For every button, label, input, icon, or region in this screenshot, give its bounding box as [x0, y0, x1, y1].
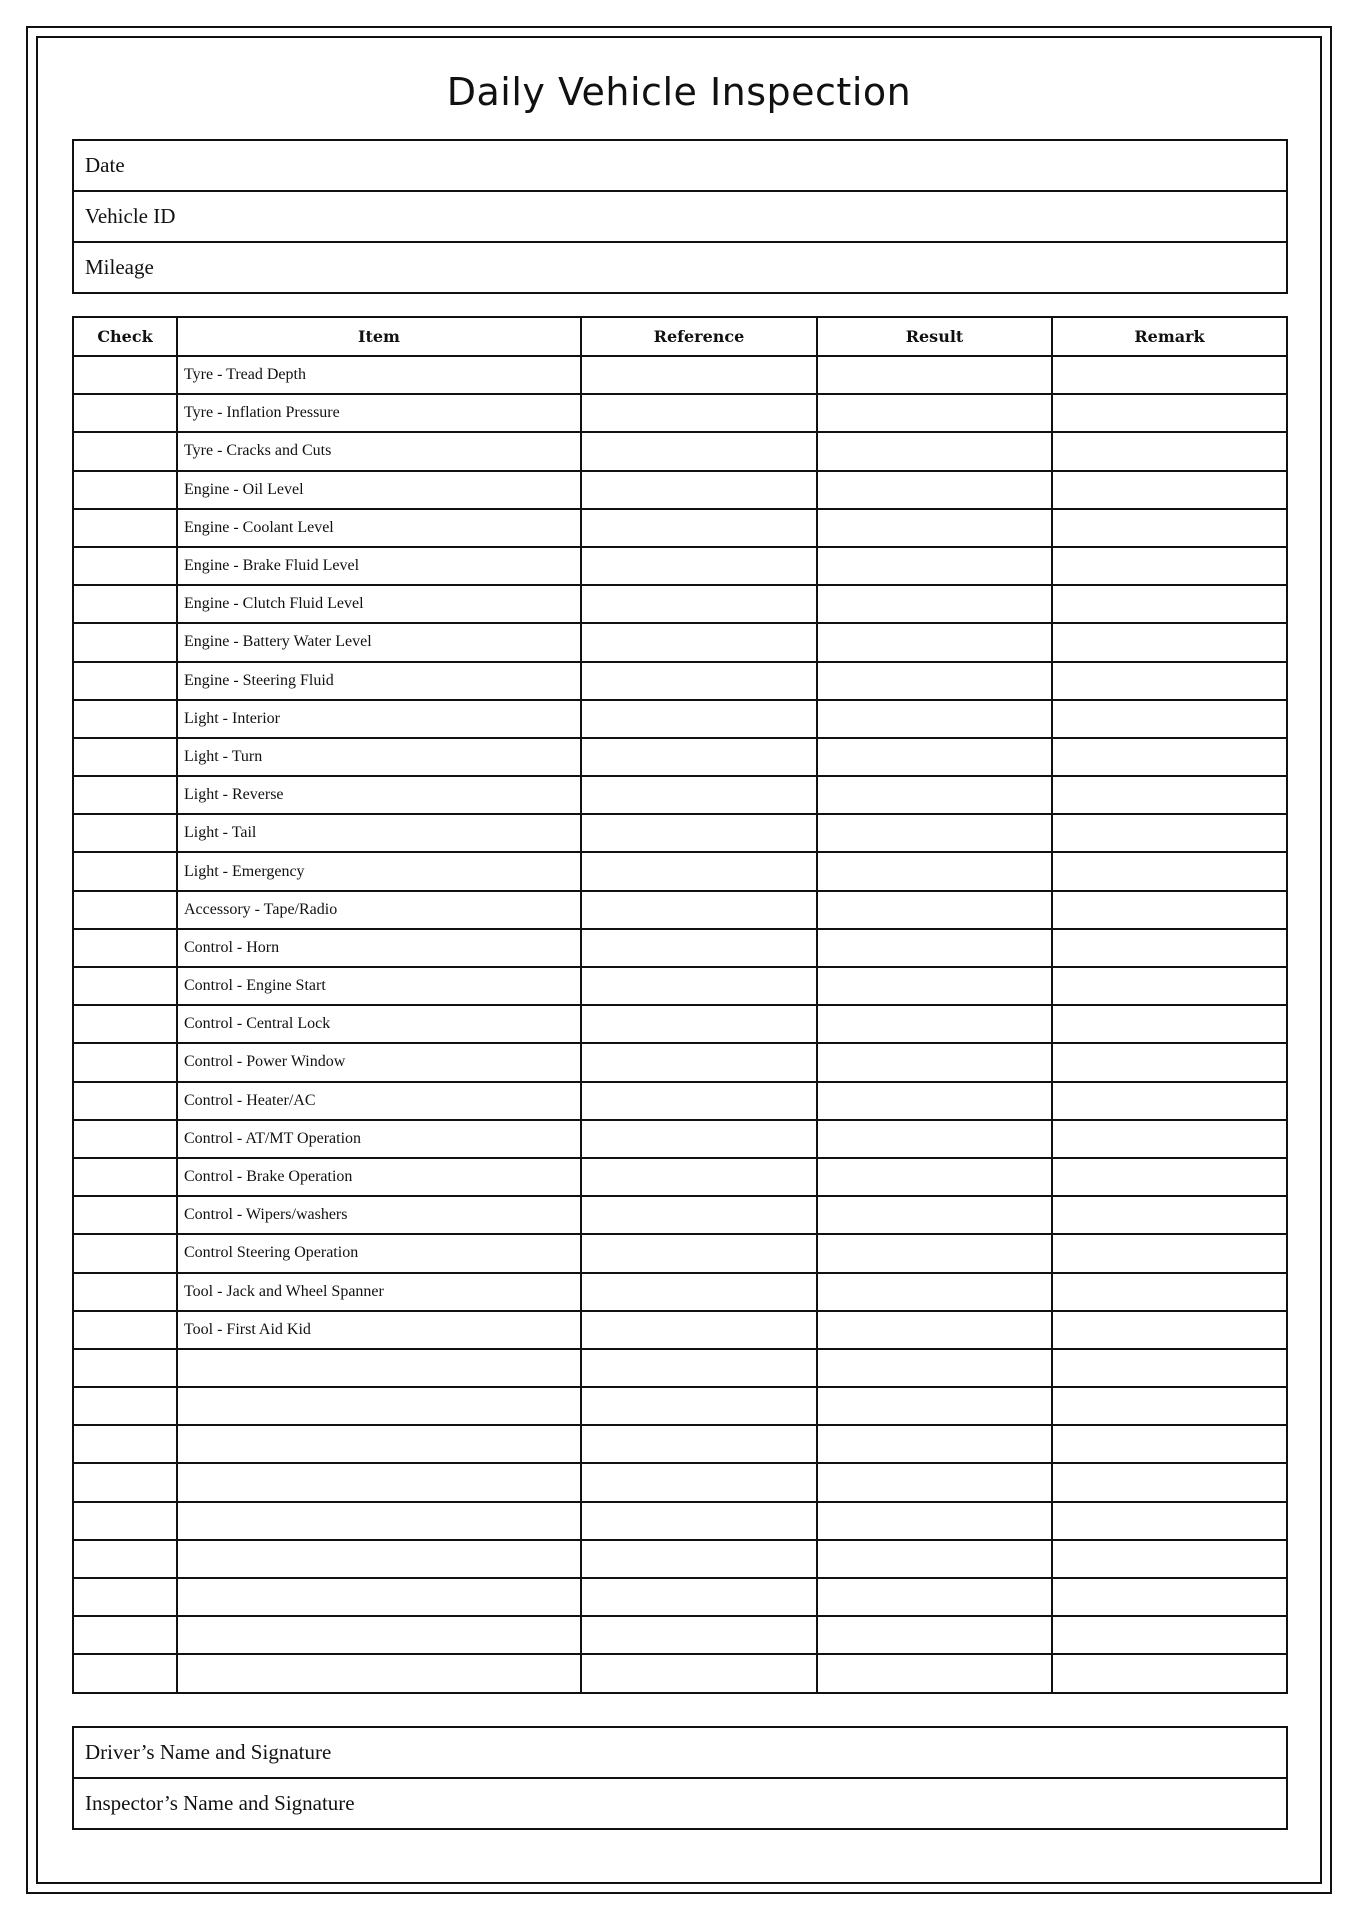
- check-cell[interactable]: [73, 1196, 177, 1234]
- remark-cell[interactable]: [1052, 1311, 1287, 1349]
- item-cell: [177, 1463, 581, 1501]
- item-cell: [177, 1425, 581, 1463]
- remark-cell[interactable]: [1052, 1005, 1287, 1043]
- item-cell: Engine - Steering Fluid: [177, 662, 581, 700]
- signature-table: [72, 1726, 1288, 1830]
- table-row: [73, 738, 1287, 776]
- remark-cell[interactable]: [1052, 471, 1287, 509]
- item-cell: Tool - First Aid Kid: [177, 1311, 581, 1349]
- remark-cell[interactable]: [1052, 1578, 1287, 1616]
- header-result: Result: [817, 317, 1052, 356]
- table-row: [73, 1158, 1287, 1196]
- result-cell[interactable]: [817, 1005, 1052, 1043]
- check-cell[interactable]: [73, 852, 177, 890]
- table-row: [73, 852, 1287, 890]
- remark-cell[interactable]: [1052, 1654, 1287, 1692]
- remark-cell[interactable]: [1052, 547, 1287, 585]
- check-cell[interactable]: [73, 662, 177, 700]
- reference-cell[interactable]: [581, 852, 817, 890]
- check-cell[interactable]: [73, 1616, 177, 1654]
- vehicle-id-field[interactable]: Vehicle ID: [73, 191, 1287, 242]
- result-cell[interactable]: [817, 1654, 1052, 1692]
- table-row: [73, 1425, 1287, 1463]
- result-cell[interactable]: [817, 662, 1052, 700]
- remark-cell[interactable]: [1052, 1425, 1287, 1463]
- check-cell[interactable]: [73, 1425, 177, 1463]
- result-cell[interactable]: [817, 356, 1052, 394]
- result-cell[interactable]: [817, 509, 1052, 547]
- header-check: Check: [73, 317, 177, 356]
- table-row: [73, 1273, 1287, 1311]
- table-row: [73, 814, 1287, 852]
- table-row: [73, 1234, 1287, 1272]
- reference-cell[interactable]: [581, 1158, 817, 1196]
- table-row: [73, 891, 1287, 929]
- table-row: [73, 356, 1287, 394]
- table-row: [73, 1311, 1287, 1349]
- check-cell[interactable]: [73, 1234, 177, 1272]
- reference-cell[interactable]: [581, 509, 817, 547]
- table-row: [73, 776, 1287, 814]
- check-cell[interactable]: [73, 471, 177, 509]
- table-row: [73, 1120, 1287, 1158]
- remark-cell[interactable]: [1052, 852, 1287, 890]
- result-cell[interactable]: [817, 1273, 1052, 1311]
- driver-signature-field[interactable]: Driver’s Name and Signature: [73, 1727, 1287, 1778]
- item-cell: Control - Brake Operation: [177, 1158, 581, 1196]
- inspection-checklist-table: [72, 316, 1288, 1694]
- result-cell[interactable]: [817, 1082, 1052, 1120]
- item-cell: Engine - Battery Water Level: [177, 623, 581, 661]
- reference-cell[interactable]: [581, 1387, 817, 1425]
- check-cell[interactable]: [73, 509, 177, 547]
- item-cell: Light - Reverse: [177, 776, 581, 814]
- result-cell[interactable]: [817, 852, 1052, 890]
- header-item: Item: [177, 317, 581, 356]
- table-row: [73, 1578, 1287, 1616]
- remark-cell[interactable]: [1052, 1043, 1287, 1081]
- result-cell[interactable]: [817, 1616, 1052, 1654]
- remark-cell[interactable]: [1052, 1196, 1287, 1234]
- info-row-date: [73, 140, 1287, 191]
- remark-cell[interactable]: [1052, 700, 1287, 738]
- check-cell[interactable]: [73, 1540, 177, 1578]
- item-cell: Engine - Oil Level: [177, 471, 581, 509]
- table-row: [73, 547, 1287, 585]
- reference-cell[interactable]: [581, 1502, 817, 1540]
- remark-cell[interactable]: [1052, 394, 1287, 432]
- check-cell[interactable]: [73, 1349, 177, 1387]
- reference-cell[interactable]: [581, 1082, 817, 1120]
- reference-cell[interactable]: [581, 1616, 817, 1654]
- table-row: [73, 623, 1287, 661]
- table-row: [73, 1349, 1287, 1387]
- reference-cell[interactable]: [581, 1196, 817, 1234]
- reference-cell[interactable]: [581, 585, 817, 623]
- table-row: [73, 1082, 1287, 1120]
- check-cell[interactable]: [73, 1043, 177, 1081]
- item-cell: Engine - Brake Fluid Level: [177, 547, 581, 585]
- reference-cell[interactable]: [581, 547, 817, 585]
- item-cell: Tyre - Cracks and Cuts: [177, 432, 581, 470]
- remark-cell[interactable]: [1052, 432, 1287, 470]
- header-remark: Remark: [1052, 317, 1287, 356]
- remark-cell[interactable]: [1052, 1273, 1287, 1311]
- signature-row-driver: [73, 1727, 1287, 1778]
- reference-cell[interactable]: [581, 700, 817, 738]
- item-cell: Tool - Jack and Wheel Spanner: [177, 1273, 581, 1311]
- item-cell: Control - Power Window: [177, 1043, 581, 1081]
- result-cell[interactable]: [817, 1387, 1052, 1425]
- page-title: Daily Vehicle Inspection: [446, 70, 912, 114]
- reference-cell[interactable]: [581, 814, 817, 852]
- table-row: [73, 432, 1287, 470]
- check-cell[interactable]: [73, 623, 177, 661]
- check-cell[interactable]: [73, 1654, 177, 1692]
- table-row: [73, 1616, 1287, 1654]
- check-cell[interactable]: [73, 929, 177, 967]
- info-row-mileage: [73, 242, 1287, 293]
- remark-cell[interactable]: [1052, 1540, 1287, 1578]
- result-cell[interactable]: [817, 1578, 1052, 1616]
- result-cell[interactable]: [817, 1196, 1052, 1234]
- result-cell[interactable]: [817, 1540, 1052, 1578]
- table-row: [73, 1387, 1287, 1425]
- reference-cell[interactable]: [581, 891, 817, 929]
- reference-cell[interactable]: [581, 1425, 817, 1463]
- check-cell[interactable]: [73, 1578, 177, 1616]
- check-cell[interactable]: [73, 1502, 177, 1540]
- reference-cell[interactable]: [581, 738, 817, 776]
- checklist-body: [73, 356, 1287, 1693]
- signature-row-inspector: [73, 1778, 1287, 1829]
- inspector-signature-field[interactable]: Inspector’s Name and Signature: [73, 1778, 1287, 1829]
- reference-cell[interactable]: [581, 1578, 817, 1616]
- reference-cell[interactable]: [581, 1234, 817, 1272]
- reference-cell[interactable]: [581, 1311, 817, 1349]
- reference-cell[interactable]: [581, 662, 817, 700]
- table-row: [73, 394, 1287, 432]
- table-row: [73, 1540, 1287, 1578]
- table-row: [73, 967, 1287, 1005]
- check-cell[interactable]: [73, 891, 177, 929]
- table-row: [73, 585, 1287, 623]
- remark-cell[interactable]: [1052, 738, 1287, 776]
- table-row: [73, 509, 1287, 547]
- date-field[interactable]: Date: [73, 140, 1287, 191]
- check-cell[interactable]: [73, 394, 177, 432]
- item-cell: Light - Tail: [177, 814, 581, 852]
- result-cell[interactable]: [817, 1349, 1052, 1387]
- item-cell: Tyre - Inflation Pressure: [177, 394, 581, 432]
- reference-cell[interactable]: [581, 967, 817, 1005]
- reference-cell[interactable]: [581, 776, 817, 814]
- reference-cell[interactable]: [581, 1273, 817, 1311]
- result-cell[interactable]: [817, 700, 1052, 738]
- reference-cell[interactable]: [581, 1540, 817, 1578]
- check-cell[interactable]: [73, 432, 177, 470]
- check-cell[interactable]: [73, 814, 177, 852]
- check-cell[interactable]: [73, 356, 177, 394]
- item-cell: Control - Heater/AC: [177, 1082, 581, 1120]
- remark-cell[interactable]: [1052, 1502, 1287, 1540]
- result-cell[interactable]: [817, 623, 1052, 661]
- check-cell[interactable]: [73, 547, 177, 585]
- table-row: [73, 1196, 1287, 1234]
- item-cell: Light - Emergency: [177, 852, 581, 890]
- table-row: [73, 471, 1287, 509]
- result-cell[interactable]: [817, 891, 1052, 929]
- reference-cell[interactable]: [581, 356, 817, 394]
- check-cell[interactable]: [73, 1158, 177, 1196]
- remark-cell[interactable]: [1052, 967, 1287, 1005]
- remark-cell[interactable]: [1052, 356, 1287, 394]
- result-cell[interactable]: [817, 1120, 1052, 1158]
- reference-cell[interactable]: [581, 623, 817, 661]
- result-cell[interactable]: [817, 1425, 1052, 1463]
- table-row: [73, 929, 1287, 967]
- item-cell: Tyre - Tread Depth: [177, 356, 581, 394]
- check-cell[interactable]: [73, 1463, 177, 1501]
- remark-cell[interactable]: [1052, 509, 1287, 547]
- item-cell: Control - Engine Start: [177, 967, 581, 1005]
- item-cell: Light - Turn: [177, 738, 581, 776]
- item-cell: Control - Central Lock: [177, 1005, 581, 1043]
- check-cell[interactable]: [73, 1273, 177, 1311]
- table-row: [73, 1502, 1287, 1540]
- result-cell[interactable]: [817, 1234, 1052, 1272]
- table-row: [73, 700, 1287, 738]
- vehicle-info-table: [72, 139, 1288, 294]
- result-cell[interactable]: [817, 585, 1052, 623]
- checklist-header-row: [73, 317, 1287, 356]
- item-cell: Engine - Coolant Level: [177, 509, 581, 547]
- item-cell: Control Steering Operation: [177, 1234, 581, 1272]
- item-cell: Engine - Clutch Fluid Level: [177, 585, 581, 623]
- result-cell[interactable]: [817, 1043, 1052, 1081]
- table-row: [73, 662, 1287, 700]
- remark-cell[interactable]: [1052, 929, 1287, 967]
- item-cell: [177, 1349, 581, 1387]
- item-cell: [177, 1616, 581, 1654]
- item-cell: Control - Wipers/washers: [177, 1196, 581, 1234]
- result-cell[interactable]: [817, 929, 1052, 967]
- table-row: [73, 1654, 1287, 1692]
- check-cell[interactable]: [73, 700, 177, 738]
- remark-cell[interactable]: [1052, 776, 1287, 814]
- remark-cell[interactable]: [1052, 1387, 1287, 1425]
- item-cell: [177, 1578, 581, 1616]
- remark-cell[interactable]: [1052, 1120, 1287, 1158]
- reference-cell[interactable]: [581, 929, 817, 967]
- check-cell[interactable]: [73, 1387, 177, 1425]
- table-row: [73, 1005, 1287, 1043]
- info-row-vehicle-id: [73, 191, 1287, 242]
- reference-cell[interactable]: [581, 1654, 817, 1692]
- remark-cell[interactable]: [1052, 585, 1287, 623]
- reference-cell[interactable]: [581, 1349, 817, 1387]
- reference-cell[interactable]: [581, 432, 817, 470]
- remark-cell[interactable]: [1052, 1616, 1287, 1654]
- reference-cell[interactable]: [581, 1120, 817, 1158]
- result-cell[interactable]: [817, 1463, 1052, 1501]
- table-row: [73, 1463, 1287, 1501]
- result-cell[interactable]: [817, 967, 1052, 1005]
- reference-cell[interactable]: [581, 394, 817, 432]
- remark-cell[interactable]: [1052, 1158, 1287, 1196]
- remark-cell[interactable]: [1052, 1082, 1287, 1120]
- item-cell: [177, 1540, 581, 1578]
- result-cell[interactable]: [817, 1502, 1052, 1540]
- result-cell[interactable]: [817, 738, 1052, 776]
- result-cell[interactable]: [817, 1311, 1052, 1349]
- header-reference: Reference: [581, 317, 817, 356]
- check-cell[interactable]: [73, 1120, 177, 1158]
- remark-cell[interactable]: [1052, 623, 1287, 661]
- remark-cell[interactable]: [1052, 814, 1287, 852]
- result-cell[interactable]: [817, 776, 1052, 814]
- remark-cell[interactable]: [1052, 1463, 1287, 1501]
- reference-cell[interactable]: [581, 1005, 817, 1043]
- item-cell: [177, 1654, 581, 1692]
- reference-cell[interactable]: [581, 471, 817, 509]
- mileage-field[interactable]: Mileage: [73, 242, 1287, 293]
- result-cell[interactable]: [817, 1158, 1052, 1196]
- remark-cell[interactable]: [1052, 662, 1287, 700]
- remark-cell[interactable]: [1052, 891, 1287, 929]
- item-cell: Light - Interior: [177, 700, 581, 738]
- check-cell[interactable]: [73, 738, 177, 776]
- remark-cell[interactable]: [1052, 1234, 1287, 1272]
- check-cell[interactable]: [73, 1082, 177, 1120]
- item-cell: [177, 1387, 581, 1425]
- result-cell[interactable]: [817, 547, 1052, 585]
- check-cell[interactable]: [73, 967, 177, 1005]
- check-cell[interactable]: [73, 1005, 177, 1043]
- item-cell: Accessory - Tape/Radio: [177, 891, 581, 929]
- check-cell[interactable]: [73, 776, 177, 814]
- reference-cell[interactable]: [581, 1463, 817, 1501]
- result-cell[interactable]: [817, 394, 1052, 432]
- check-cell[interactable]: [73, 1311, 177, 1349]
- item-cell: Control - AT/MT Operation: [177, 1120, 581, 1158]
- item-cell: [177, 1502, 581, 1540]
- result-cell[interactable]: [817, 471, 1052, 509]
- item-cell: Control - Horn: [177, 929, 581, 967]
- table-row: [73, 1043, 1287, 1081]
- check-cell[interactable]: [73, 585, 177, 623]
- remark-cell[interactable]: [1052, 1349, 1287, 1387]
- result-cell[interactable]: [817, 814, 1052, 852]
- reference-cell[interactable]: [581, 1043, 817, 1081]
- result-cell[interactable]: [817, 432, 1052, 470]
